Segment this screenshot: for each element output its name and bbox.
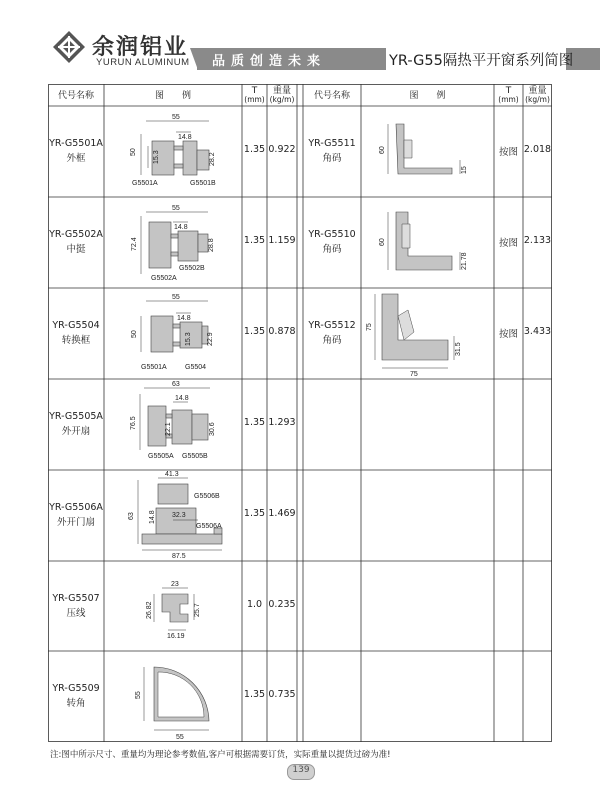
g5506-dim-mid: 32.3 bbox=[172, 512, 186, 519]
g5507-dim-bottom: 16.19 bbox=[167, 633, 185, 640]
header-code-right: 代号名称 bbox=[313, 91, 350, 101]
g5506-dim-inner: 14.8 bbox=[149, 510, 156, 524]
g5502-dim-inner: 14.8 bbox=[174, 224, 188, 231]
g5504-dim-b: 22.9 bbox=[207, 332, 214, 346]
row-weight-right: 2.133 bbox=[523, 235, 552, 246]
row-code: YR-G5502A 中挺 bbox=[49, 229, 103, 255]
header-t-unit-right: (mm) bbox=[498, 95, 519, 104]
g5505-dim-width: 63 bbox=[172, 381, 180, 388]
g5502-dim-b: 28.8 bbox=[208, 238, 215, 252]
g5505-dim-b: 30.6 bbox=[209, 422, 216, 436]
g5510-dim-height: 60 bbox=[379, 238, 386, 246]
row-weight-right: 2.018 bbox=[523, 144, 552, 155]
row-weight: 0.878 bbox=[268, 326, 296, 337]
g5506-part-a: G5506A bbox=[196, 523, 222, 530]
profile-table bbox=[48, 84, 552, 742]
row-thickness: 1.0 bbox=[246, 599, 263, 610]
header-weight: 重量 bbox=[272, 86, 291, 96]
row-weight-right: 3.433 bbox=[523, 326, 552, 337]
g5506-dim-top: 41.3 bbox=[165, 471, 179, 478]
row-thickness: 1.35 bbox=[243, 326, 266, 337]
brand-name-cn: 余润铝业 bbox=[92, 34, 189, 60]
page-header bbox=[0, 0, 600, 84]
g5504-dim-a: 15.3 bbox=[185, 332, 192, 346]
row-weight: 0.735 bbox=[268, 689, 296, 700]
header-weight-unit-right: (kg/m) bbox=[525, 95, 550, 104]
drawing-g5510 bbox=[388, 212, 460, 270]
drawing-g5511 bbox=[388, 124, 460, 174]
g5505-part-a: G5505A bbox=[148, 453, 174, 460]
g5502-part-b: G5502B bbox=[179, 265, 205, 272]
row-code: YR-G5507 压线 bbox=[52, 593, 100, 619]
row-thickness: 1.35 bbox=[243, 689, 266, 700]
row-weight: 1.469 bbox=[268, 508, 296, 519]
row-weight: 1.293 bbox=[268, 417, 296, 428]
row-code-right: YR-G5511 角码 bbox=[308, 138, 356, 164]
row-code: YR-G5504 转换框 bbox=[52, 320, 100, 346]
row-weight: 0.235 bbox=[268, 599, 296, 610]
g5511-dim-height: 60 bbox=[379, 146, 386, 154]
g5507-dim-left: 26.82 bbox=[146, 601, 153, 619]
drawing-g5512 bbox=[375, 294, 454, 368]
g5501-dim-a: 15.3 bbox=[153, 150, 160, 164]
g5506-part-b: G5506B bbox=[194, 493, 220, 500]
g5507-dim-right: 25.7 bbox=[194, 603, 201, 617]
header-t: T bbox=[251, 86, 258, 96]
page-title: YR-G55隔热平开窗系列简图 bbox=[389, 53, 574, 69]
g5505-dim-inner: 14.8 bbox=[175, 395, 189, 402]
row-weight: 1.159 bbox=[268, 235, 296, 246]
footnote: 注:图中所示尺寸、重量均为理论参考数值,客户可根据需要订货，实际重量以提货过磅为准! bbox=[50, 750, 391, 760]
g5504-part-a: G5501A bbox=[141, 364, 167, 371]
g5505-dim-height: 76.5 bbox=[130, 416, 137, 430]
row-code: YR-G5505A 外开扇 bbox=[49, 411, 103, 437]
brand-name-en: YURUN ALUMINUM bbox=[96, 57, 190, 68]
g5501-dim-inner: 14.8 bbox=[178, 134, 192, 141]
g5501-part-a: G5501A bbox=[132, 180, 158, 187]
drawing-g5504 bbox=[141, 301, 208, 352]
g5509-dim-height: 55 bbox=[135, 691, 142, 699]
g5501-part-b: G5501B bbox=[190, 180, 216, 187]
g5511-dim-side: 15 bbox=[461, 166, 468, 174]
g5504-part-b: G5504 bbox=[185, 364, 207, 371]
g5501-dim-width: 55 bbox=[172, 114, 180, 121]
row-code: YR-G5501A 外框 bbox=[49, 138, 103, 164]
g5507-dim-width: 23 bbox=[171, 581, 179, 588]
slogan: 品质创造未来 bbox=[212, 54, 327, 69]
g5512-dim-width: 75 bbox=[410, 371, 418, 378]
page-number: 139 bbox=[292, 765, 310, 775]
g5509-dim-width: 55 bbox=[176, 734, 184, 741]
row-thickness: 1.35 bbox=[243, 508, 266, 519]
g5504-dim-inner: 14.8 bbox=[177, 315, 191, 322]
drawing-g5501 bbox=[141, 121, 209, 175]
g5512-dim-side: 31.5 bbox=[455, 342, 462, 356]
drawing-g5509 bbox=[144, 667, 209, 730]
header-t-unit: (mm) bbox=[244, 95, 265, 104]
header-weight-right: 重量 bbox=[528, 86, 547, 96]
row-code: YR-G5506A 外开门扇 bbox=[49, 502, 103, 528]
g5505-dim-a: 22.1 bbox=[165, 422, 172, 436]
row-thickness-right: 按图 bbox=[498, 238, 518, 249]
row-thickness: 1.35 bbox=[243, 417, 266, 428]
drawing-g5507 bbox=[154, 588, 194, 630]
row-thickness-right: 按图 bbox=[498, 147, 518, 158]
g5506-dim-bottom: 87.5 bbox=[172, 553, 186, 560]
row-weight: 0.922 bbox=[268, 144, 296, 155]
header-drawing: 图 例 bbox=[154, 91, 191, 101]
row-code: YR-G5509 转角 bbox=[52, 683, 100, 709]
g5501-dim-height: 50 bbox=[130, 148, 137, 156]
row-thickness: 1.35 bbox=[243, 235, 266, 246]
row-thickness: 1.35 bbox=[243, 144, 266, 155]
row-thickness-right: 按图 bbox=[498, 329, 518, 340]
g5512-dim-height: 75 bbox=[366, 323, 373, 331]
header-drawing-right: 图 例 bbox=[409, 91, 446, 101]
g5504-dim-height: 50 bbox=[131, 330, 138, 338]
row-code-right: YR-G5512 角码 bbox=[308, 320, 356, 346]
g5502-dim-width: 55 bbox=[172, 205, 180, 212]
g5506-dim-height: 63 bbox=[128, 512, 135, 520]
header-weight-unit: (kg/m) bbox=[269, 95, 295, 104]
company-logo-icon bbox=[52, 30, 86, 64]
g5504-dim-width: 55 bbox=[172, 294, 180, 301]
g5510-dim-side: 21.78 bbox=[461, 252, 468, 270]
header-code: 代号名称 bbox=[57, 91, 94, 101]
g5502-dim-height: 72.4 bbox=[131, 237, 138, 251]
g5502-part-a: G5502A bbox=[151, 275, 177, 282]
header-t-right: T bbox=[505, 86, 512, 96]
g5505-part-b: G5505B bbox=[182, 453, 208, 460]
row-code-right: YR-G5510 角码 bbox=[308, 229, 356, 255]
g5501-dim-b: 28.2 bbox=[209, 152, 216, 166]
table-grid bbox=[48, 84, 552, 742]
